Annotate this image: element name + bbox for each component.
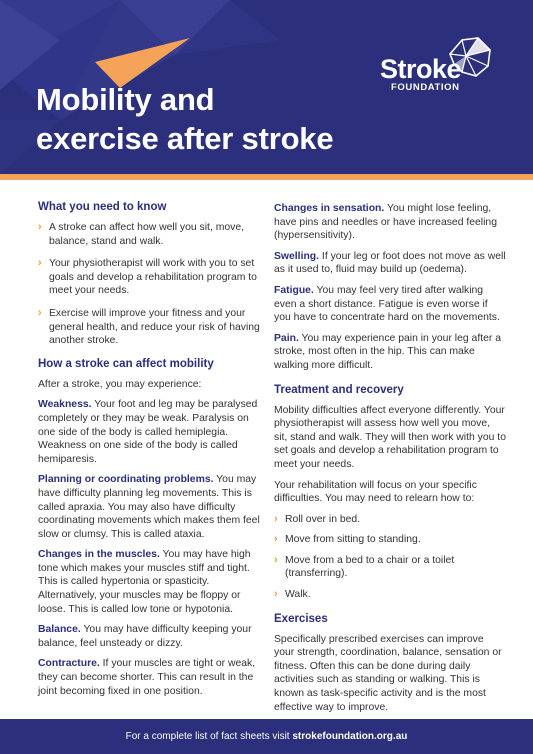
heading-exercises: Exercises [274, 612, 328, 625]
stroke-foundation-logo[interactable] [380, 36, 500, 100]
treatment-paragraph-1: Mobility difficulties affect everyone differently. Your physiotherapist will assess how well you move, sit, stand and walk. They will then work with you to set goals and develop a rehabilitation program to meet your needs. [274, 404, 506, 470]
chevron-right-icon: › [38, 221, 42, 233]
paragraph-muscles [38, 548, 262, 616]
exercises-paragraph: Specifically prescribed exercises can improve your strength, coordination, balance, sensation or fitness. Often this can be done during daily activities such as standing or walking. This is known as task-specific activity and is the most effective way to improve. [274, 633, 502, 713]
term: Swelling. [274, 250, 320, 262]
logo-subtitle: FOUNDATION [391, 82, 460, 93]
logo-wordmark: Stroke [380, 54, 462, 84]
title-line-2: exercise after stroke [36, 121, 334, 156]
footer-text: For a complete list of fact sheets visit [125, 731, 293, 742]
chevron-right-icon: › [274, 553, 278, 566]
list-item [274, 588, 506, 602]
term: Changes in the muscles. [38, 549, 160, 561]
description: You may feel very tired after walking even a short distance. Fatigue is even worse if you have to concentrate hard on the movements. [274, 284, 500, 324]
term: Weakness. [38, 399, 92, 411]
left-column [38, 200, 262, 705]
chevron-right-icon: › [274, 512, 278, 525]
term: Changes in sensation. [274, 203, 385, 214]
header-accent-bar [0, 174, 533, 180]
paragraph-pain [274, 332, 506, 373]
footer-website-link[interactable]: strokefoundation.org.au [292, 731, 408, 742]
paragraph-planning [38, 473, 262, 541]
chevron-right-icon: › [274, 588, 278, 601]
key-points-list [38, 221, 262, 348]
list-item-text: Roll over in bed. [285, 513, 361, 525]
relearn-list [274, 513, 506, 602]
list-item-text: Exercise will improve your fitness and your general health, and reduce your risk of having another stroke. [49, 307, 260, 347]
treatment-paragraph-2: Your rehabilitation will focus on your specific difficulties. You may need to relearn how to: [274, 479, 477, 505]
page-footer [0, 719, 533, 754]
paragraph-contracture [38, 657, 262, 698]
intro-text: After a stroke, you may experience: [38, 378, 202, 390]
description: You might lose feeling, have pins and needles or have increased feeling (hypersensitivity). [274, 203, 497, 242]
list-item [38, 221, 262, 248]
paragraph-sensation [274, 202, 506, 243]
chevron-right-icon: › [274, 533, 278, 546]
description: You may have difficulty planning leg movements. This is called apraxia. You may also have difficulty coordinating movements which makes them feel slow or clumsy. This is called ataxia. [38, 474, 260, 540]
list-item-text: Move from sitting to standing. [285, 534, 421, 546]
list-item-text: A stroke can affect how well you sit, move, balance, stand and walk. [49, 222, 245, 247]
title-line-1: Mobility and [36, 82, 215, 117]
chevron-right-icon: › [38, 306, 42, 319]
term: Balance. [38, 624, 81, 636]
list-item-text: Move from a bed to a chair or a toilet (transferring). [285, 554, 455, 580]
list-item [274, 513, 506, 527]
term: Pain. [274, 332, 299, 344]
list-item [38, 307, 262, 348]
description: You may have difficulty keeping your balance, feel unsteady or dizzy. [38, 624, 252, 649]
list-item-text: Your physiotherapist will work with you to set goals and develop a rehabilitation program to meet your needs. [49, 258, 257, 297]
paragraph-swelling [274, 250, 506, 277]
term: Contracture. [38, 658, 100, 670]
description: You may have high tone which makes your muscles stiff and tight. This is called hypertonia or spasticity. Alternatively, your muscles may be floppy or loose. This is called low tone or hypotonia. [38, 549, 251, 615]
term: Fatigue. [274, 284, 314, 296]
chevron-right-icon: › [38, 257, 42, 270]
list-item-text: Walk. [285, 589, 311, 601]
heading-treatment-and-recovery: Treatment and recovery [274, 383, 404, 396]
paragraph-balance [38, 623, 262, 650]
list-item [38, 257, 262, 298]
description: You may experience pain in your leg after a stroke, most often in the hip. This can make walking more difficult. [274, 332, 502, 371]
heading-how-stroke-affects-mobility: How a stroke can affect mobility [38, 357, 214, 370]
list-item [274, 533, 506, 547]
page-title [36, 80, 333, 158]
paragraph-weakness [38, 398, 262, 466]
right-column [274, 202, 506, 721]
description: If your muscles are tight or weak, they can become shorter. This can result in the joint becoming fixed in one position. [38, 658, 256, 697]
description: Your foot and leg may be paralysed completely or they may be weak. Paralysis on one side of the body is called hemiplegia. Weakness on one side of the body is called hemiparesis. [38, 399, 258, 465]
page-header [0, 0, 533, 174]
term: Planning or coordinating problems. [38, 474, 214, 486]
heading-what-you-need-to-know: What you need to know [38, 201, 167, 213]
list-item [274, 554, 506, 581]
paragraph-fatigue [274, 284, 506, 325]
description: If your leg or foot does not move as well as it used to, fluid may build up (oedema). [274, 250, 506, 276]
